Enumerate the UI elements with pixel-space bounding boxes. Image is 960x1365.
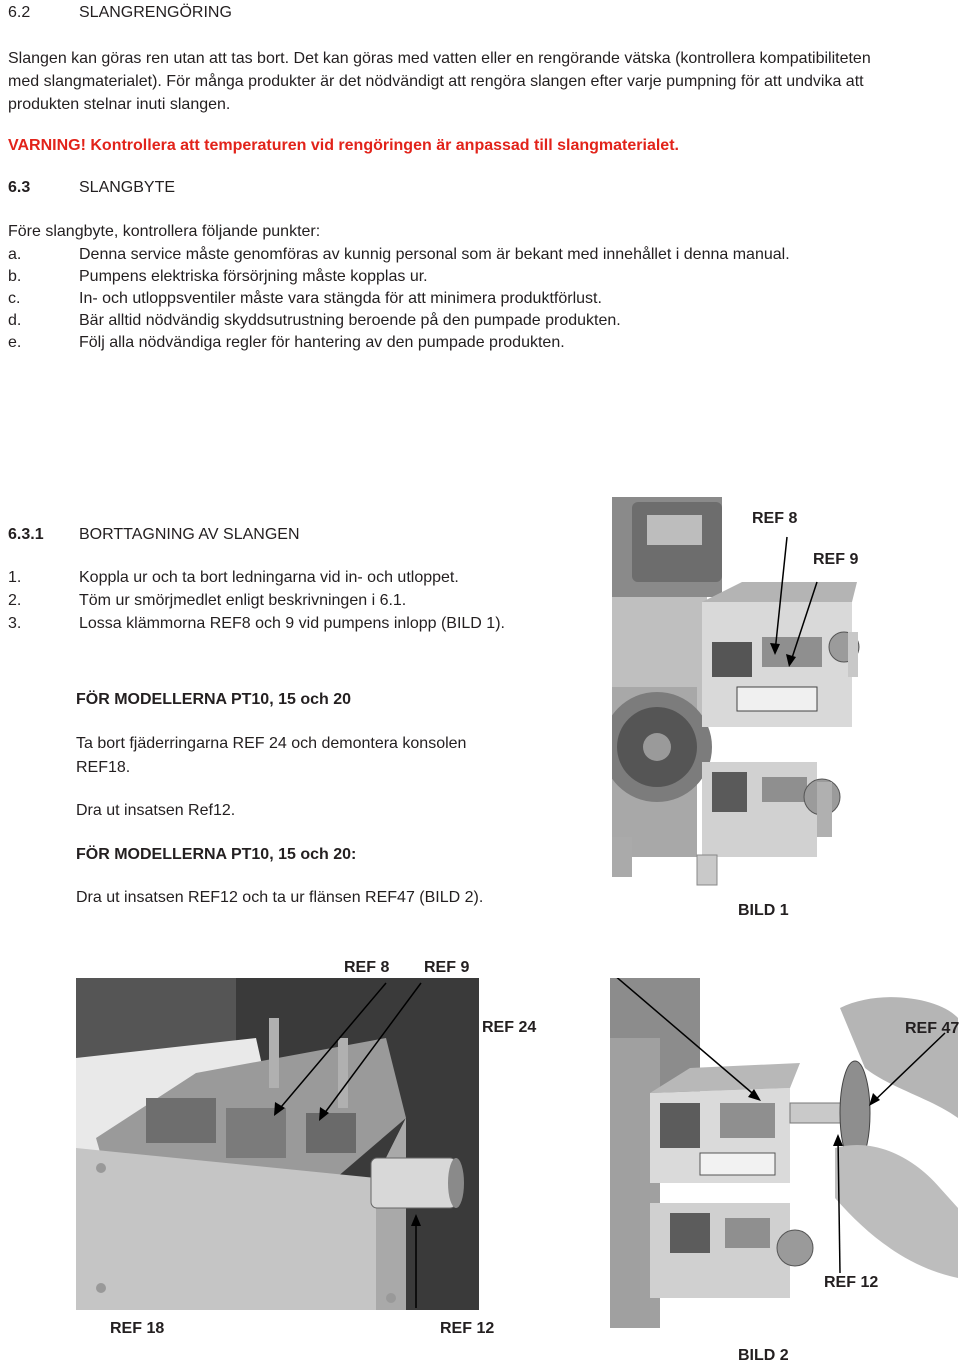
step-marker: 3. (8, 615, 22, 632)
list-item: Följ alla nödvändiga regler för hantering av den pumpade produkten. (79, 334, 565, 351)
models-heading-1: FÖR MODELLERNA PT10, 15 och 20 (76, 691, 352, 708)
step-text: Töm ur smörjmedlet enligt beskrivningen i 6.1. (79, 592, 407, 609)
section-6-2-number: 6.2 (8, 4, 31, 21)
models-text-line: Dra ut insatsen REF12 och ta ur flänsen REF47 (BILD 2). (76, 889, 484, 906)
models-text-line: Ta bort fjäderringarna REF 24 och demontera konsolen (76, 735, 467, 752)
list-marker: d. (8, 312, 22, 329)
step-marker: 2. (8, 592, 22, 609)
fig2-ref-24: REF 24 (482, 1019, 537, 1036)
section-6-3-number: 6.3 (8, 179, 31, 196)
step-marker: 1. (8, 569, 22, 586)
section-6-2-title: SLANGRENGÖRING (79, 4, 232, 21)
section-6-2-paragraph (8, 47, 958, 116)
list-marker: c. (8, 290, 21, 307)
warning-text: Kontrollera att temperaturen vid rengöringen är anpassad till slangmaterialet. (85, 137, 679, 154)
fig2-ref-47: REF 47 (905, 1020, 960, 1037)
models-heading-2: FÖR MODELLERNA PT10, 15 och 20: (76, 846, 357, 863)
figure-2-left-photo (76, 978, 479, 1310)
step-text: Koppla ur och ta bort ledningarna vid in- och utloppet. (79, 569, 459, 586)
section-6-3-intro: Före slangbyte, kontrollera följande punkter: (8, 223, 321, 240)
section-6-3-1-title: BORTTAGNING AV SLANGEN (79, 526, 300, 543)
paragraph-line: Slangen kan göras ren utan att tas bort. Det kan göras med vatten eller en rengörande vätska (kontrollera kompatibiliteten (8, 50, 871, 67)
warning-note (8, 134, 958, 157)
step-text: Lossa klämmorna REF8 och 9 vid pumpens inlopp (BILD 1). (79, 615, 505, 632)
models-text-line: REF18. (76, 759, 131, 776)
list-item: In- och utloppsventiler måste vara stängda för att minimera produktförlust. (79, 290, 602, 307)
fig1-ref-8: REF 8 (752, 510, 798, 527)
paragraph-line: med slangmaterialet). För många produkter är det nödvändigt att rengöra slangen efter varje pumpning för att undvika att (8, 73, 864, 90)
list-marker: e. (8, 334, 22, 351)
list-item: Pumpens elektriska försörjning måste kopplas ur. (79, 268, 428, 285)
section-6-3-title: SLANGBYTE (79, 179, 176, 196)
fig2-ref-9: REF 9 (424, 959, 470, 976)
warning-label: VARNING! (8, 137, 86, 154)
fig1-ref-9: REF 9 (813, 551, 859, 568)
models-text-line: Dra ut insatsen Ref12. (76, 802, 236, 819)
paragraph-line: produkten stelnar inuti slangen. (8, 96, 231, 113)
figure-2-caption: BILD 2 (738, 1347, 789, 1364)
list-item: Bär alltid nödvändig skyddsutrustning beroende på den pumpade produkten. (79, 312, 621, 329)
list-item: Denna service måste genomföras av kunnig personal som är bekant med innehållet i denna manual. (79, 246, 790, 263)
list-marker: a. (8, 246, 22, 263)
fig2-right-ref-12: REF 12 (824, 1274, 879, 1291)
fig2-ref-18: REF 18 (110, 1320, 165, 1337)
list-marker: b. (8, 268, 22, 285)
fig2-ref-12: REF 12 (440, 1320, 495, 1337)
figure-1-photo (612, 497, 922, 897)
section-6-3-1-number: 6.3.1 (8, 526, 44, 543)
fig2-ref-8: REF 8 (344, 959, 390, 976)
figure-1-caption: BILD 1 (738, 902, 789, 919)
